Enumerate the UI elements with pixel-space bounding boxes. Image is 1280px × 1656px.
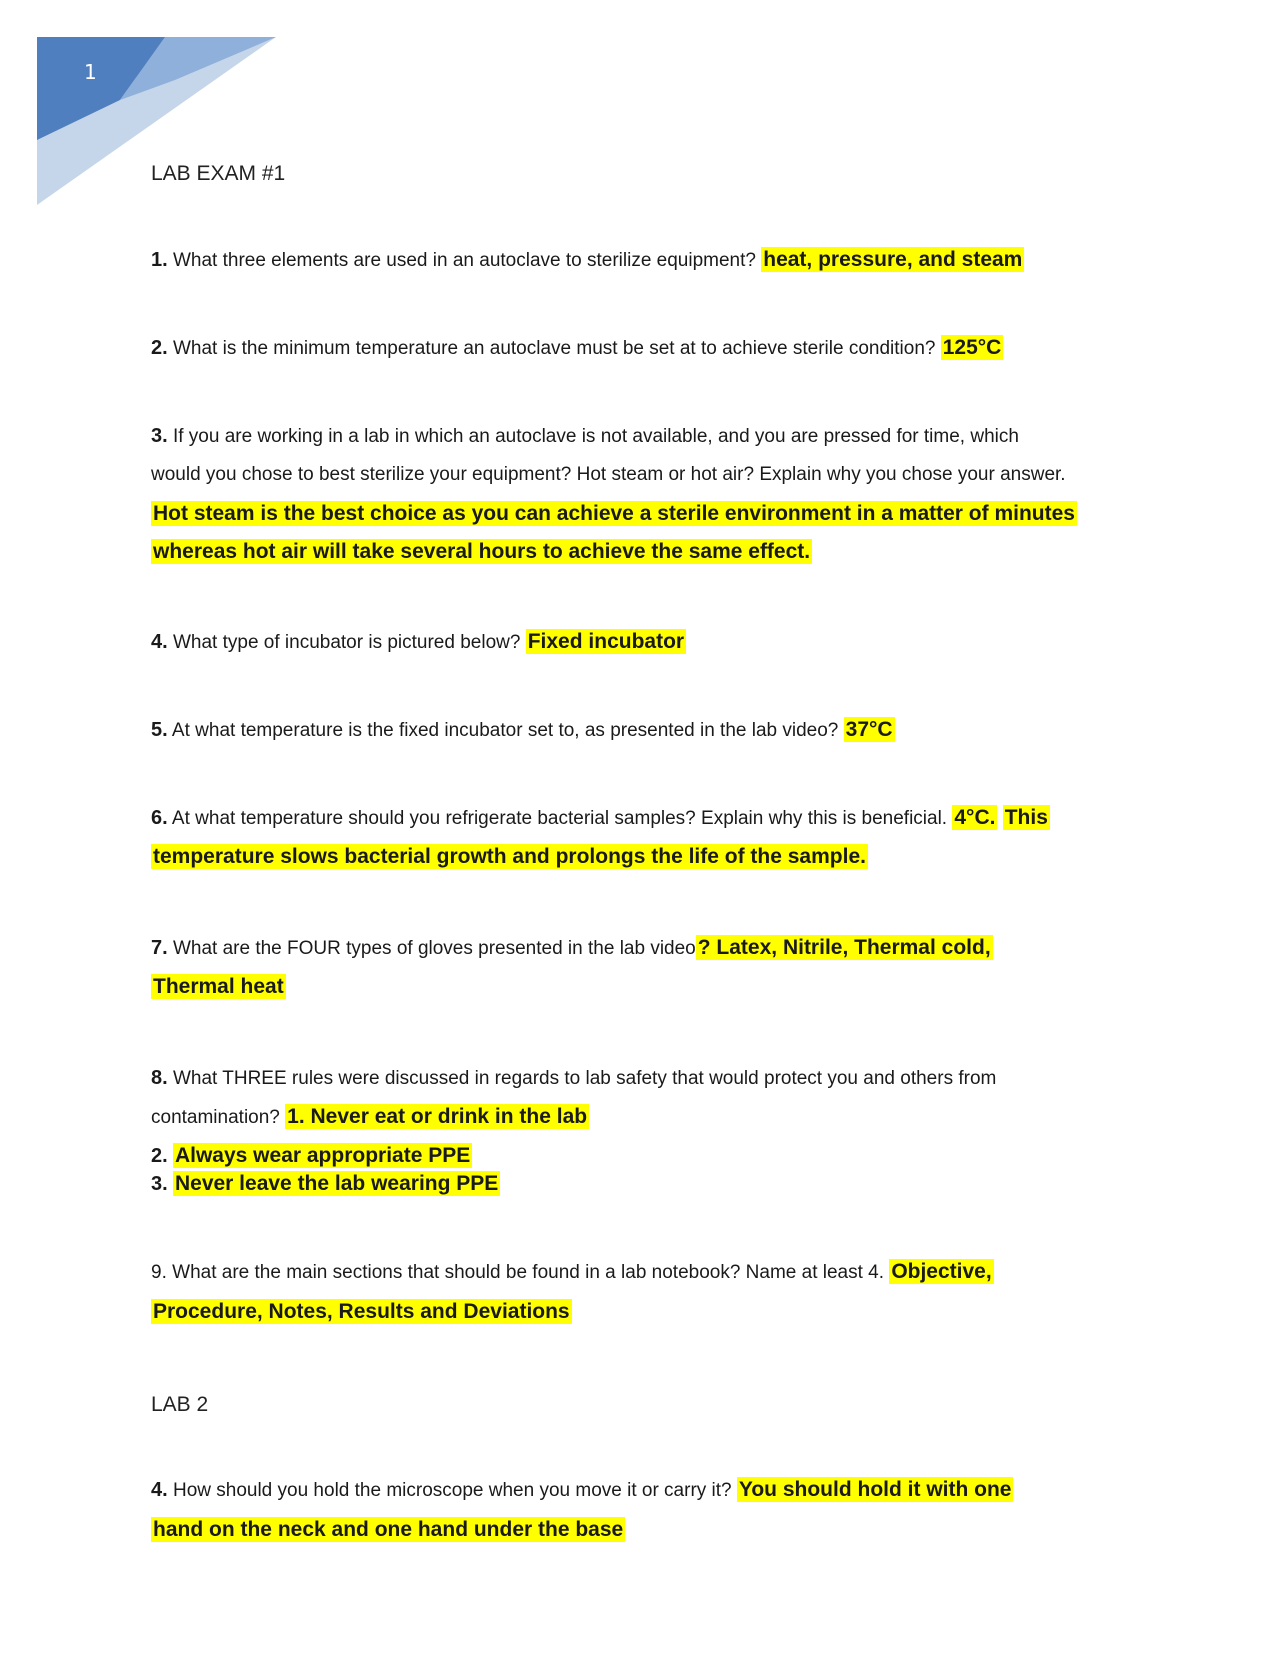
answer-highlight: 125°C xyxy=(942,336,1002,359)
question-3-answer-1 xyxy=(151,502,1077,527)
question-number: 6. xyxy=(151,807,168,829)
answer-highlight: 4°C. xyxy=(954,806,996,829)
answer-highlight: whereas hot air will take several hours to achieve the same effect. xyxy=(153,540,811,563)
question-3 xyxy=(151,424,1019,449)
question-9 xyxy=(151,1260,994,1285)
question-7 xyxy=(151,936,993,961)
question-text: contamination? xyxy=(151,1107,280,1128)
answer-highlight: Always wear appropriate PPE xyxy=(174,1144,471,1167)
question-6 xyxy=(151,806,1050,831)
question-number: 4. xyxy=(151,631,168,653)
question-3-answer-2 xyxy=(151,540,812,565)
question-2 xyxy=(151,336,1003,361)
question-text: At what temperature is the fixed incubator set to, as presented in the lab video? xyxy=(171,720,839,741)
answer-highlight: Hot steam is the best choice as you can achieve a sterile environment in a matter of minutes xyxy=(153,502,1075,525)
question-6-answer-2 xyxy=(151,845,868,870)
answer-highlight: 1. Never eat or drink in the lab xyxy=(287,1105,588,1128)
question-9-answer-2 xyxy=(151,1300,572,1325)
answer-highlight: hand on the neck and one hand under the base xyxy=(153,1518,624,1541)
answer-highlight: This xyxy=(1004,806,1048,829)
answer-highlight: Fixed incubator xyxy=(527,630,685,653)
question-8-item-3 xyxy=(151,1172,500,1197)
question-text: At what temperature should you refrigerate bacterial samples? Explain why this is beneficial. xyxy=(171,808,948,829)
question-8 xyxy=(151,1066,996,1091)
question-number: 4. xyxy=(151,1479,168,1501)
question-text: How should you hold the microscope when you move it or carry it? xyxy=(172,1480,732,1501)
answer-highlight: Never leave the lab wearing PPE xyxy=(174,1172,499,1195)
question-number: 3. xyxy=(151,425,168,447)
lab2-question-4-answer-2 xyxy=(151,1518,625,1543)
question-8-line-2 xyxy=(151,1105,589,1130)
question-text: What type of incubator is pictured below? xyxy=(172,632,521,653)
question-text: What are the main sections that should be found in a lab notebook? Name at least 4. xyxy=(172,1262,885,1283)
lab2-question-4 xyxy=(151,1478,1013,1503)
answer-highlight: temperature slows bacterial growth and prolongs the life of the sample. xyxy=(153,845,866,868)
question-number: 8. xyxy=(151,1067,168,1089)
question-1 xyxy=(151,248,1024,273)
question-text: What is the minimum temperature an autoclave must be set at to achieve sterile condition? xyxy=(172,338,936,359)
question-4 xyxy=(151,630,686,655)
question-5 xyxy=(151,718,895,743)
question-text: would you chose to best sterilize your equipment? Hot steam or hot air? Explain why you chose your answer. xyxy=(151,464,1066,485)
question-text: What three elements are used in an autoclave to sterilize equipment? xyxy=(172,250,756,271)
page-title: LAB EXAM #1 xyxy=(151,162,286,185)
answer-highlight: Procedure, Notes, Results and Deviations xyxy=(153,1300,570,1323)
question-text: If you are working in a lab in which an autoclave is not available, and you are pressed for time, which xyxy=(172,426,1019,447)
question-number: 2. xyxy=(151,337,168,359)
list-number: 2. xyxy=(151,1145,168,1167)
question-3-line-2 xyxy=(151,463,1066,487)
answer-highlight: You should hold it with one xyxy=(738,1478,1012,1501)
answer-highlight: 37°C xyxy=(845,718,893,741)
question-8-item-2 xyxy=(151,1144,472,1169)
answer-highlight: Thermal heat xyxy=(153,975,284,998)
question-number: 5. xyxy=(151,719,168,741)
answer-highlight: Objective, xyxy=(891,1260,992,1283)
answer-highlight: ? Latex, Nitrile, Thermal cold, xyxy=(697,936,991,959)
list-number: 3. xyxy=(151,1173,168,1195)
page-number: 1 xyxy=(84,60,97,84)
question-7-answer-2 xyxy=(151,975,286,1000)
question-number: 7. xyxy=(151,937,168,959)
section-title: LAB 2 xyxy=(151,1393,209,1416)
answer-highlight: heat, pressure, and steam xyxy=(763,248,1023,271)
question-text: What are the FOUR types of gloves presented in the lab video xyxy=(172,938,696,959)
question-number: 1. xyxy=(151,249,168,271)
question-text: What THREE rules were discussed in regards to lab safety that would protect you and others from xyxy=(172,1068,997,1089)
question-number: 9. xyxy=(151,1262,167,1283)
